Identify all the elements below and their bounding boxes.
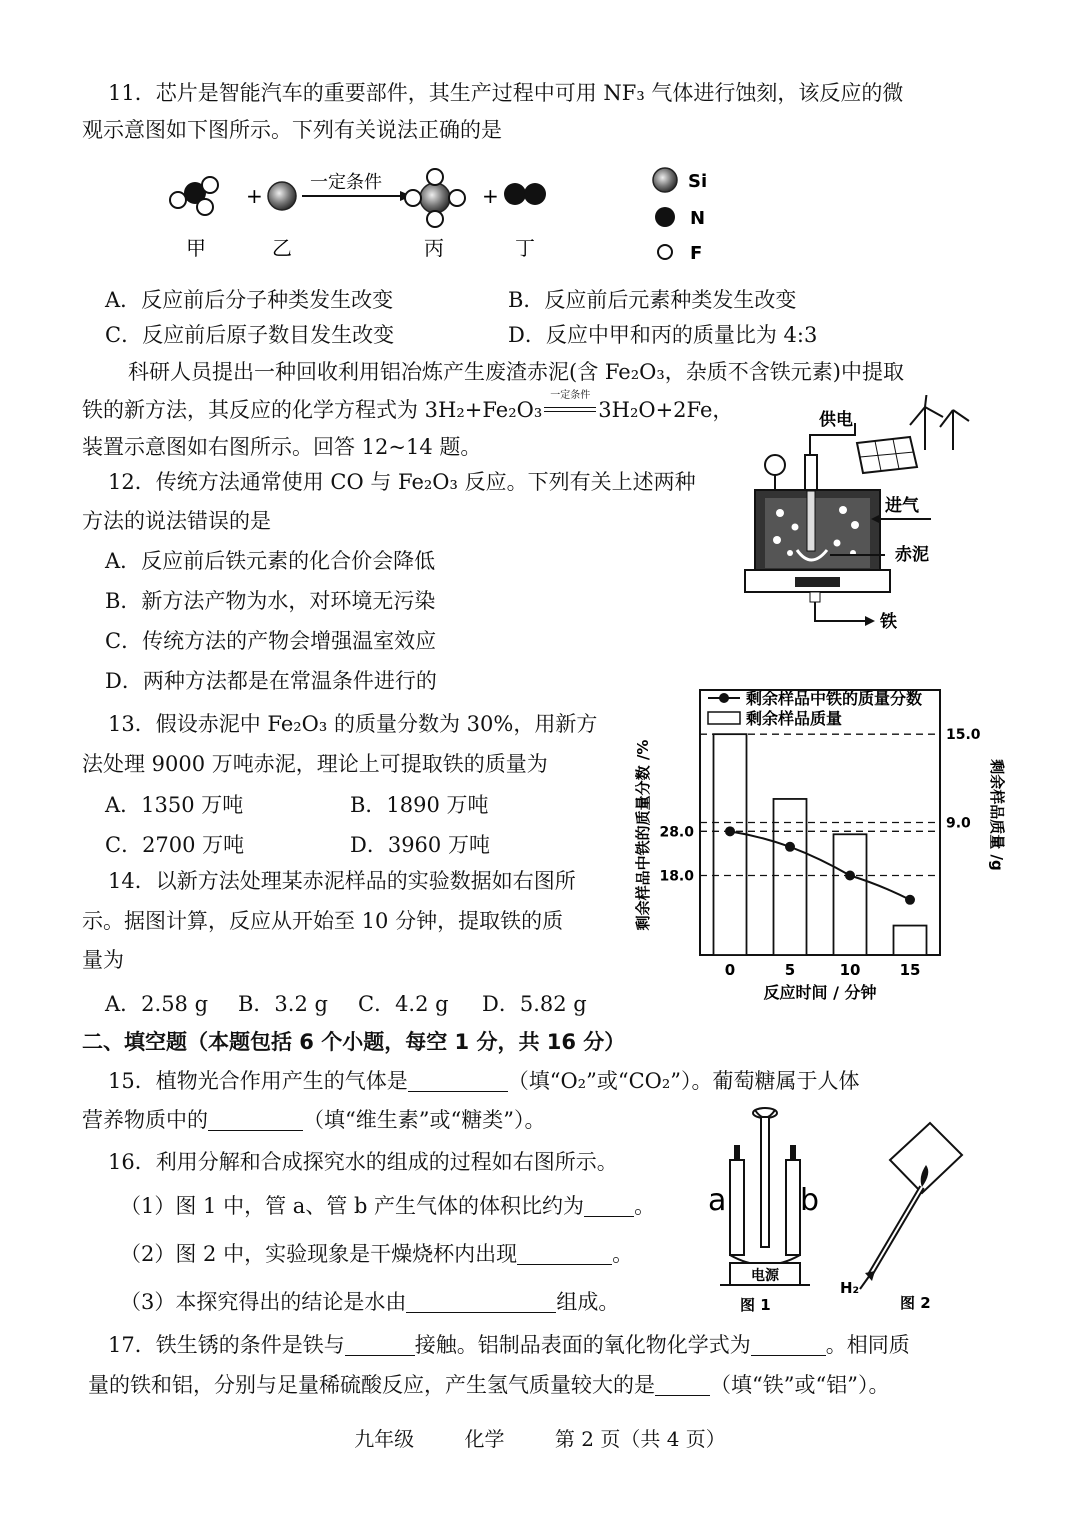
apparatus-gas-in-label: 进气 [885, 496, 919, 516]
q11-stem-line1: 11．芯片是智能汽车的重要部件，其生产过程中可用 NF₃ 气体进行蚀刻，该反应的微 [108, 81, 904, 105]
q16-blank-2[interactable] [517, 1241, 612, 1265]
q14-option-a: A．2.58 g [105, 992, 209, 1016]
q13-stem-line1: 13．假设赤泥中 Fe₂O₃ 的质量分数为 30%，用新方 [108, 712, 598, 736]
sample-mass-bar-2 [834, 834, 867, 955]
iron-fraction-point-0 [725, 826, 735, 836]
apparatus-diagram [735, 395, 975, 635]
q15-blank-2[interactable] [208, 1107, 303, 1131]
q14-option-c: C．4.2 g [358, 992, 449, 1016]
intro-line3: 装置示意图如右图所示。回答 12~14 题。 [82, 435, 482, 459]
q15-line1: 15．植物光合作用产生的气体是 （填“O₂”或“CO₂”）。葡萄糖属于人体 [108, 1069, 860, 1093]
plus-sign-2: + [482, 184, 499, 208]
q13-stem-line2: 法处理 9000 万吨赤泥，理论上可提取铁的质量为 [82, 752, 548, 776]
water-electrolysis-figures [700, 1105, 990, 1320]
iron-fraction-curve [730, 831, 910, 899]
q17-blank-2[interactable] [751, 1332, 826, 1356]
iron-fraction-point-2 [845, 871, 855, 881]
power-supply-label: 电源 [751, 1268, 779, 1284]
label-jia: 甲 [186, 236, 206, 260]
molecule-jia [170, 177, 218, 215]
q14-stem-line1: 14．以新方法处理某赤泥样品的实验数据如右图所 [108, 869, 576, 893]
label-ding: 丁 [515, 236, 535, 260]
q17-line2: 量的铁和铝，分别与足量稀硫酸反应，产生氢气质量较大的是 （填“铁”或“铝”）。 [88, 1373, 890, 1397]
fig1-label: 图 1 [740, 1296, 771, 1314]
legend-f: F [690, 243, 703, 264]
legend-si: Si [688, 171, 708, 192]
right-tick-label-1: 9.0 [946, 815, 971, 832]
footer-grade: 九年级 [354, 1427, 415, 1451]
section2-title: 二、填空题（本题包括 6 个小题，每空 1 分，共 16 分） [82, 1030, 626, 1054]
x-axis-label: 反应时间 / 分钟 [763, 983, 877, 1002]
q11-option-c: C．反应前后原子数目发生改变 [105, 323, 395, 347]
pressure-gauge-icon [765, 455, 785, 475]
q11-option-a: A．反应前后分子种类发生改变 [105, 288, 394, 312]
wind-turbine-icon [910, 395, 969, 450]
iron-fraction-chart [630, 680, 1010, 1010]
q14-stem-line3: 量为 [82, 948, 124, 972]
q13-option-c: C．2700 万吨 [105, 833, 245, 857]
footer-subject: 化学 [464, 1427, 505, 1451]
intro-line2: 铁的新方法，其反应的化学方程式为 3H₂+Fe₂O₃ 一定条件 3H₂O+2Fe， [82, 390, 734, 422]
q11-option-d: D．反应中甲和丙的质量比为 4:3 [508, 323, 818, 347]
q17-blank-1[interactable] [345, 1332, 415, 1356]
footer-page: 第 2 页（共 4 页） [554, 1427, 726, 1451]
apparatus-iron-label: 铁 [880, 612, 897, 632]
q12-option-c: C．传统方法的产物会增强温室效应 [105, 629, 437, 653]
reaction-condition: 一定条件 [310, 172, 382, 193]
q16-part2: （2）图 2 中，实验现象是干燥烧杯内出现 。 [120, 1242, 634, 1266]
q11-option-b: B．反应前后元素种类发生改变 [508, 288, 797, 312]
sample-mass-bar-3 [894, 926, 927, 955]
right-tick-label-0: 15.0 [946, 727, 981, 744]
hydrogen-combustion [840, 1123, 962, 1312]
legend-line-label: 剩余样品中铁的质量分数 [746, 689, 923, 708]
q15-line2: 营养物质中的 （填“维生素”或“糖类”）。 [82, 1108, 546, 1132]
label-bing: 丙 [424, 236, 444, 260]
x-tick-label-1: 5 [784, 961, 796, 979]
q16-stem: 16．利用分解和合成探究水的组成的过程如右图所示。 [108, 1150, 618, 1174]
iron-fraction-point-3 [905, 895, 915, 905]
legend-n: N [690, 208, 706, 229]
q16-part3: （3）本探究得出的结论是水由 组成。 [120, 1290, 620, 1314]
q14-option-d: D．5.82 g [482, 992, 587, 1016]
q12-option-d: D．两种方法都是在常温条件进行的 [105, 669, 437, 693]
q13-option-b: B．1890 万吨 [350, 793, 489, 817]
q11-stem-line2: 观示意图如下图所示。下列有关说法正确的是 [82, 118, 502, 142]
chart-legend [708, 689, 922, 728]
electrolysis-apparatus [708, 1108, 819, 1314]
molecule-yi [268, 182, 296, 210]
left-tick-label-1: 18.0 [659, 868, 694, 885]
x-tick-label-2: 10 [839, 961, 861, 979]
page-footer [0, 1425, 1080, 1454]
iron-fraction-point-1 [785, 842, 795, 852]
q16-part1: （1）图 1 中，管 a、管 b 产生气体的体积比约为 。 [120, 1194, 656, 1218]
y-axis-right-label: 剩余样品质量 /g [988, 759, 1006, 871]
q14-option-b: B．3.2 g [238, 992, 328, 1016]
intro-line1: 科研人员提出一种回收利用铝冶炼产生废渣赤泥(含 Fe₂O₃，杂质不含铁元素)中提取 [128, 360, 904, 384]
tube-a-label: a [708, 1183, 727, 1218]
x-tick-label-3: 15 [899, 961, 921, 979]
q16-blank-1[interactable] [584, 1193, 634, 1217]
q12-stem-line2: 方法的说法错误的是 [82, 509, 271, 533]
molecule-ding [504, 183, 546, 205]
sample-mass-bar-0 [714, 734, 747, 955]
q17-blank-3[interactable] [655, 1372, 710, 1396]
y-axis-left-label: 剩余样品中铁的质量分数 /% [634, 739, 652, 931]
q13-option-d: D．3960 万吨 [350, 833, 490, 857]
label-yi: 乙 [272, 236, 292, 260]
atom-legend [653, 168, 707, 264]
tube-b-label: b [800, 1183, 820, 1218]
legend-bar-label: 剩余样品质量 [746, 709, 843, 728]
q16-blank-3[interactable] [406, 1289, 556, 1313]
q12-option-a: A．反应前后铁元素的化合价会降低 [105, 549, 436, 573]
q14-stem-line2: 示。据图计算，反应从开始至 10 分钟，提取铁的质 [82, 909, 564, 933]
solar-panel-icon [857, 437, 917, 473]
q12-stem-line1: 12．传统方法通常使用 CO 与 Fe₂O₃ 反应。下列有关上述两种 [108, 470, 696, 494]
left-tick-label-0: 28.0 [659, 824, 694, 841]
q17-line1: 17．铁生锈的条件是铁与 接触。铝制品表面的氧化物化学式为 。相同质 [108, 1333, 910, 1357]
q12-option-b: B．新方法产物为水，对环境无污染 [105, 589, 436, 613]
plus-sign-1: + [246, 184, 263, 208]
apparatus-red-mud-label: 赤泥 [895, 545, 929, 565]
x-tick-label-0: 0 [724, 961, 736, 979]
molecule-bing [405, 169, 465, 227]
apparatus-power-label: 供电 [819, 410, 853, 430]
h2-label: H₂ [840, 1279, 860, 1297]
molecule-reaction-diagram [160, 160, 760, 270]
fig2-label: 图 2 [900, 1294, 931, 1312]
q13-option-a: A．1350 万吨 [105, 793, 244, 817]
q15-blank-1[interactable] [408, 1068, 508, 1092]
